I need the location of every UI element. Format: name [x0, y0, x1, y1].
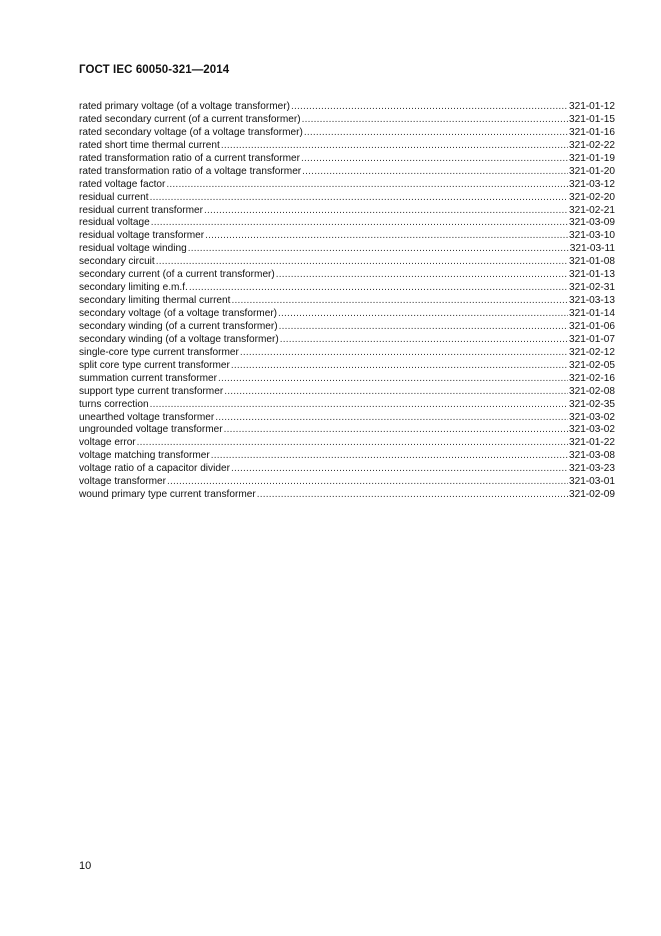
index-term: residual current: [79, 191, 149, 203]
index-reference: 321-02-16: [568, 372, 615, 384]
index-term: summation current transformer: [79, 372, 217, 384]
index-term: residual voltage: [79, 217, 150, 229]
index-entry: [79, 489, 615, 502]
dot-leader: [151, 217, 568, 230]
index-term: rated secondary current (of a current transformer): [79, 113, 301, 125]
index-entry: [79, 321, 615, 334]
index-term: secondary current (of a current transformer): [79, 269, 275, 281]
index-entry: [79, 166, 615, 179]
index-reference: 321-01-15: [568, 113, 615, 125]
index-reference: 321-01-14: [568, 308, 615, 319]
index-reference: 321-01-12: [568, 101, 615, 112]
index-term: rated transformation ratio of a current transformer: [79, 152, 301, 164]
index-entry: [79, 476, 615, 489]
index-entry: [79, 217, 615, 230]
index-reference: 321-01-06: [568, 320, 615, 332]
index-entry: [79, 243, 615, 256]
index-reference: 321-02-20: [568, 191, 615, 203]
index-reference: 321-01-08: [568, 256, 615, 268]
dot-leader: [150, 399, 568, 412]
dot-leader: [224, 386, 568, 399]
index-reference: 321-03-02: [568, 411, 615, 423]
index-reference: 321-03-09: [568, 217, 615, 229]
index-reference: 321-02-21: [568, 204, 615, 216]
index-term: turns correction: [79, 398, 149, 410]
index-term: secondary circuit: [79, 256, 155, 268]
dot-leader: [218, 373, 568, 386]
index-term: rated short time thermal current: [79, 139, 220, 151]
index-reference: 321-03-01: [568, 476, 615, 488]
index-term: rated voltage factor: [79, 178, 166, 190]
index-entry: [79, 205, 615, 218]
index-term: support type current transformer: [79, 385, 224, 397]
dot-leader: [205, 230, 568, 243]
dot-leader: [189, 282, 568, 295]
index-term: secondary limiting e.m.f.: [79, 282, 188, 294]
index-term: split core type current transformer: [79, 359, 230, 371]
index-entry: [79, 399, 615, 412]
page-number: 10: [79, 860, 92, 872]
index-entry: [79, 127, 615, 140]
index-entry: [79, 230, 615, 243]
index-term: secondary voltage (of a voltage transformer): [79, 308, 278, 319]
dot-leader: [167, 476, 568, 489]
index-reference: 321-01-07: [568, 333, 615, 345]
index-term: residual current transformer: [79, 204, 203, 216]
term-index-list: [79, 101, 615, 502]
index-entry: [79, 308, 615, 321]
index-entry: [79, 412, 615, 425]
dot-leader: [224, 424, 568, 437]
document-header: ГОСТ IEC 60050-321—2014: [79, 64, 230, 76]
index-term: wound primary type current transformer: [79, 489, 256, 501]
index-reference: 321-03-13: [568, 295, 615, 307]
index-entry: [79, 282, 615, 295]
dot-leader: [150, 192, 568, 205]
index-reference: 321-02-31: [568, 282, 615, 294]
index-entry: [79, 256, 615, 269]
index-entry: [79, 463, 615, 476]
dot-leader: [278, 308, 568, 321]
index-reference: 321-01-16: [568, 126, 615, 138]
dot-leader: [302, 114, 568, 127]
index-reference: 321-03-08: [568, 450, 615, 462]
index-reference: 321-03-23: [568, 463, 615, 475]
dot-leader: [211, 450, 568, 463]
dot-leader: [188, 243, 569, 256]
dot-leader: [231, 463, 568, 476]
dot-leader: [231, 295, 568, 308]
dot-leader: [137, 437, 568, 450]
index-reference: 321-03-12: [568, 178, 615, 190]
index-term: voltage error: [79, 437, 136, 449]
index-term: single-core type current transformer: [79, 346, 239, 358]
dot-leader: [240, 347, 568, 360]
index-entry: [79, 153, 615, 166]
index-entry: [79, 295, 615, 308]
index-reference: 321-03-02: [568, 424, 615, 436]
index-reference: 321-01-19: [568, 152, 615, 164]
index-term: residual voltage winding: [79, 243, 187, 255]
dot-leader: [301, 153, 568, 166]
dot-leader: [279, 321, 568, 334]
index-entry: [79, 114, 615, 127]
index-entry: [79, 360, 615, 373]
index-reference: 321-02-22: [568, 139, 615, 151]
index-term: rated secondary voltage (of a voltage transformer): [79, 126, 303, 138]
index-entry: [79, 450, 615, 463]
index-term: voltage matching transformer: [79, 450, 210, 462]
dot-leader: [221, 140, 568, 153]
index-entry: [79, 179, 615, 192]
index-reference: 321-01-22: [568, 437, 615, 449]
index-entry: [79, 334, 615, 347]
index-reference: 321-02-05: [568, 359, 615, 371]
index-entry: [79, 347, 615, 360]
index-term: unearthed voltage transformer: [79, 411, 215, 423]
index-reference: 321-01-13: [568, 269, 615, 281]
index-reference: 321-03-11: [569, 243, 615, 255]
index-term: voltage ratio of a capacitor divider: [79, 463, 230, 475]
index-term: rated transformation ratio of a voltage transformer: [79, 165, 302, 177]
dot-leader: [156, 256, 568, 269]
index-entry: [79, 373, 615, 386]
dot-leader: [304, 127, 568, 140]
index-entry: [79, 386, 615, 399]
dot-leader: [204, 205, 568, 218]
dot-leader: [276, 269, 568, 282]
dot-leader: [291, 101, 568, 114]
index-reference: 321-02-08: [568, 385, 615, 397]
dot-leader: [215, 412, 568, 425]
index-reference: 321-02-09: [568, 489, 615, 501]
dot-leader: [280, 334, 568, 347]
index-term: ungrounded voltage transformer: [79, 424, 223, 436]
index-term: secondary limiting thermal current: [79, 295, 231, 307]
dot-leader: [257, 489, 568, 502]
index-reference: 321-01-20: [568, 165, 615, 177]
index-entry: [79, 140, 615, 153]
index-term: voltage transformer: [79, 476, 166, 488]
index-entry: [79, 101, 615, 114]
dot-leader: [166, 179, 568, 192]
index-entry: [79, 437, 615, 450]
dot-leader: [231, 360, 568, 373]
index-entry: [79, 192, 615, 205]
dot-leader: [302, 166, 568, 179]
index-entry: [79, 424, 615, 437]
index-reference: 321-02-35: [568, 398, 615, 410]
index-term: residual voltage transformer: [79, 230, 205, 242]
index-reference: 321-03-10: [568, 230, 615, 242]
index-term: secondary winding (of a current transformer): [79, 320, 278, 332]
index-reference: 321-02-12: [568, 346, 615, 358]
index-term: secondary winding (of a voltage transformer): [79, 333, 279, 345]
index-term: rated primary voltage (of a voltage transformer): [79, 101, 290, 112]
index-entry: [79, 269, 615, 282]
